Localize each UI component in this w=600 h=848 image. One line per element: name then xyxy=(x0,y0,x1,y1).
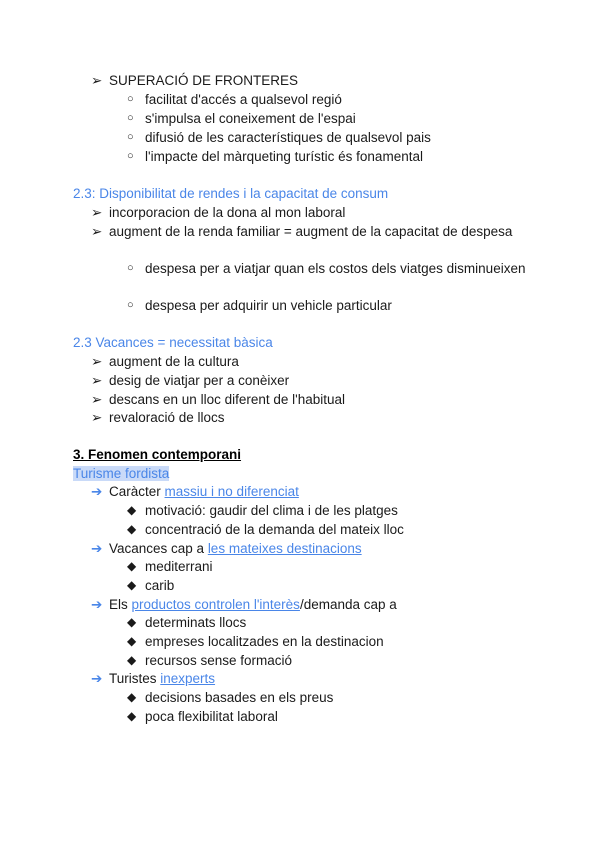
chevron-bullet-icon: ➢ xyxy=(91,73,103,88)
sub-list-item: ◆ empreses localitzades en la destinacion xyxy=(127,634,384,649)
arrow-bullet-icon: ➔ xyxy=(91,671,103,686)
chevron-bullet-icon: ➢ xyxy=(91,224,103,239)
list-item: ➢ incorporacion de la dona al mon laboral xyxy=(91,205,346,220)
sub-list-item: ○ l'impacte del màrqueting turístic és fonamental xyxy=(127,149,423,164)
sub-list-item: ◆ recursos sense formació xyxy=(127,653,293,668)
diamond-bullet-icon: ◆ xyxy=(127,690,137,704)
diamond-bullet-icon: ◆ xyxy=(127,503,137,517)
diamond-bullet-icon: ◆ xyxy=(127,559,137,573)
inline-link[interactable]: massiu i no diferenciat xyxy=(164,484,299,499)
list-item: ➔ Caràcter massiu i no diferenciat xyxy=(91,484,299,499)
list-item-text: augment de la renda familiar = augment de la capacitat de despesa xyxy=(109,224,513,239)
inline-link[interactable]: les mateixes destinacions xyxy=(207,541,362,556)
sub-list-item: ◆ mediterrani xyxy=(127,559,213,574)
sub-list-item: ○ s'impulsa el coneixement de l'espai xyxy=(127,111,356,126)
section-heading-bold: 3. Fenomen contemporani xyxy=(73,447,242,462)
list-item: ➢ descans en un lloc diferent de l'habitual xyxy=(91,392,345,407)
list-item: ➔ Vacances cap a les mateixes destinacions xyxy=(91,541,362,556)
list-item: ➔ Els productos controlen l'interès/demanda cap a xyxy=(91,597,397,612)
arrow-bullet-icon: ➔ xyxy=(91,597,103,612)
list-item: ➢ revaloració de llocs xyxy=(91,410,225,425)
diamond-bullet-icon: ◆ xyxy=(127,578,137,592)
circle-bullet-icon: ○ xyxy=(127,93,134,105)
circle-bullet-icon: ○ xyxy=(127,299,134,311)
circle-bullet-icon: ○ xyxy=(127,131,134,143)
highlighted-subheading: Turisme fordista xyxy=(73,466,170,481)
chevron-bullet-icon: ➢ xyxy=(91,410,103,425)
circle-bullet-icon: ○ xyxy=(127,112,134,124)
inline-link[interactable]: productos controlen l'interès xyxy=(131,597,300,612)
list-item: ➔ Turistes inexperts xyxy=(91,671,216,686)
sub-list-item-text: despesa per a viatjar quan els costos dels viatges disminueixen xyxy=(145,261,526,276)
diamond-bullet-icon: ◆ xyxy=(127,522,137,536)
chevron-bullet-icon: ➢ xyxy=(91,205,103,220)
sub-list-item: ○ difusió de les característiques de qualsevol pais xyxy=(127,130,431,145)
chevron-bullet-icon: ➢ xyxy=(91,373,103,388)
diamond-bullet-icon: ◆ xyxy=(127,615,137,629)
section-title: SUPERACIÓ DE FRONTERES xyxy=(109,73,299,88)
circle-bullet-icon: ○ xyxy=(127,262,134,274)
circle-bullet-icon: ○ xyxy=(127,150,134,162)
section-heading: 2.3: Disponibilitat de rendes i la capacitat de consum xyxy=(73,186,389,201)
sub-list-item: ◆ motivació: gaudir del clima i de les platges xyxy=(127,503,398,518)
sub-list-item: ◆ concentració de la demanda del mateix lloc xyxy=(127,522,404,537)
list-item xyxy=(91,71,298,90)
diamond-bullet-icon: ◆ xyxy=(127,709,137,723)
diamond-bullet-icon: ◆ xyxy=(127,634,137,648)
list-item: ➢ augment de la cultura xyxy=(91,354,239,369)
sub-list-item: ◆ determinats llocs xyxy=(127,615,247,630)
chevron-bullet-icon: ➢ xyxy=(91,392,103,407)
sub-list-item: ○ despesa per adquirir un vehicle particular xyxy=(127,298,392,313)
sub-list-item: ◆ poca flexibilitat laboral xyxy=(127,709,278,724)
chevron-bullet-icon: ➢ xyxy=(91,354,103,369)
arrow-bullet-icon: ➔ xyxy=(91,541,103,556)
arrow-bullet-icon: ➔ xyxy=(91,484,103,499)
list-item: ➢ desig de viatjar per a conèixer xyxy=(91,373,290,388)
sub-list-item: ◆ carib xyxy=(127,578,175,593)
sub-list-item: ◆ decisions basades en els preus xyxy=(127,690,334,705)
diamond-bullet-icon: ◆ xyxy=(127,653,137,667)
inline-link[interactable]: inexperts xyxy=(160,671,216,686)
sub-list-item: ○ facilitat d'accés a qualsevol regió xyxy=(127,92,342,107)
section-heading: 2.3 Vacances = necessitat bàsica xyxy=(73,335,273,350)
